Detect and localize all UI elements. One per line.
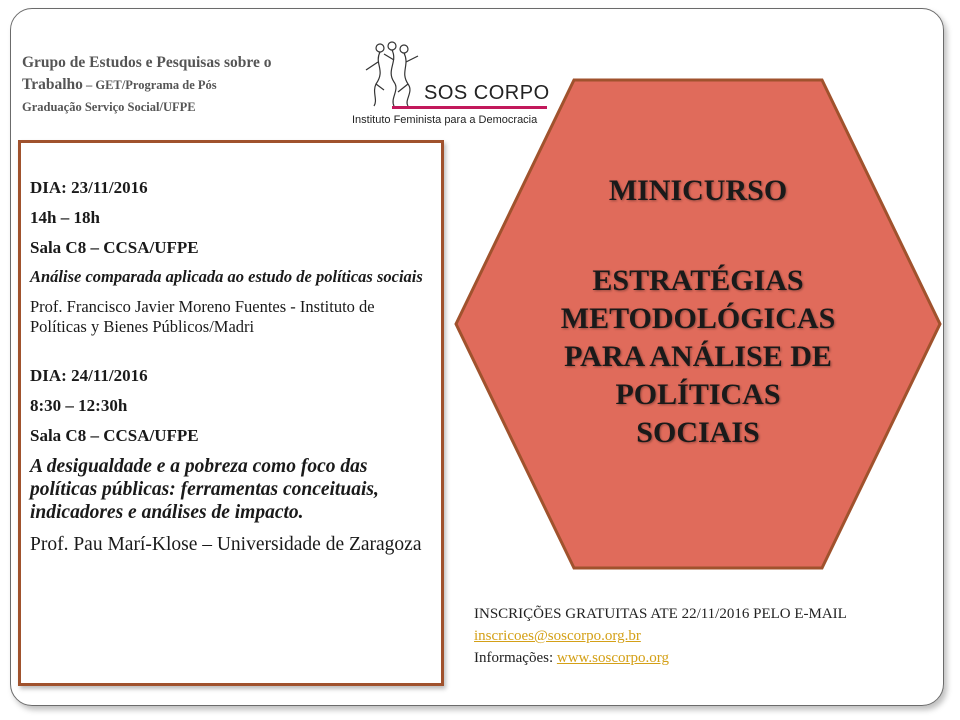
session-1	[30, 177, 433, 337]
contact-info	[474, 603, 944, 669]
org-line-2-main: Trabalho	[22, 75, 83, 93]
session-1-date: DIA: 23/11/2016	[30, 178, 148, 197]
org-line-1: Grupo de Estudos e Pesquisas sobre o	[22, 54, 272, 71]
organization-header	[22, 52, 342, 117]
logo-name: SOS CORPO	[424, 82, 550, 104]
org-line-2-rest: – GET/Programa de Pós	[82, 77, 217, 92]
session-1-time: 14h – 18h	[30, 208, 100, 227]
session-1-title: Análise comparada aplicada ao estudo de políticas sociais	[30, 267, 423, 286]
session-2	[30, 365, 433, 557]
session-2-room: Sala C8 – CCSA/UFPE	[30, 426, 199, 445]
session-2-time: 8:30 – 12:30h	[30, 396, 128, 415]
website-link[interactable]: www.soscorpo.org	[556, 650, 669, 666]
headline	[452, 172, 944, 452]
headline-label: MINICURSO	[608, 174, 788, 207]
session-1-speaker: Prof. Francisco Javier Moreno Fuentes - Instituto de Políticas y Bienes Públicos/Madri	[30, 297, 375, 336]
schedule-box	[18, 140, 444, 686]
info-label: Informações:	[474, 650, 554, 666]
session-2-speaker: Prof. Pau Marí-Klose – Universidade de Zaragoza	[30, 534, 422, 555]
logo-subtitle: Instituto Feminista para a Democracia	[352, 114, 538, 126]
email-link[interactable]: inscricoes@soscorpo.org.br	[474, 628, 641, 644]
org-line-3: Graduação Serviço Social/UFPE	[22, 99, 196, 114]
headline-title: ESTRATÉGIAS METODOLÓGICAS PARA ANÁLISE DE POLÍTICAS SOCIAIS	[560, 264, 836, 449]
session-1-room: Sala C8 – CCSA/UFPE	[30, 238, 199, 257]
session-2-date: DIA: 24/11/2016	[30, 366, 148, 385]
dancing-figures-icon	[358, 40, 428, 110]
session-2-title: A desigualdade e a pobreza como foco das políticas públicas: ferramentas conceituais, indicadores e análises de impacto.	[30, 456, 379, 523]
registration-text: INSCRIÇÕES GRATUITAS ATE 22/11/2016 PELO E-MAIL	[474, 606, 847, 622]
